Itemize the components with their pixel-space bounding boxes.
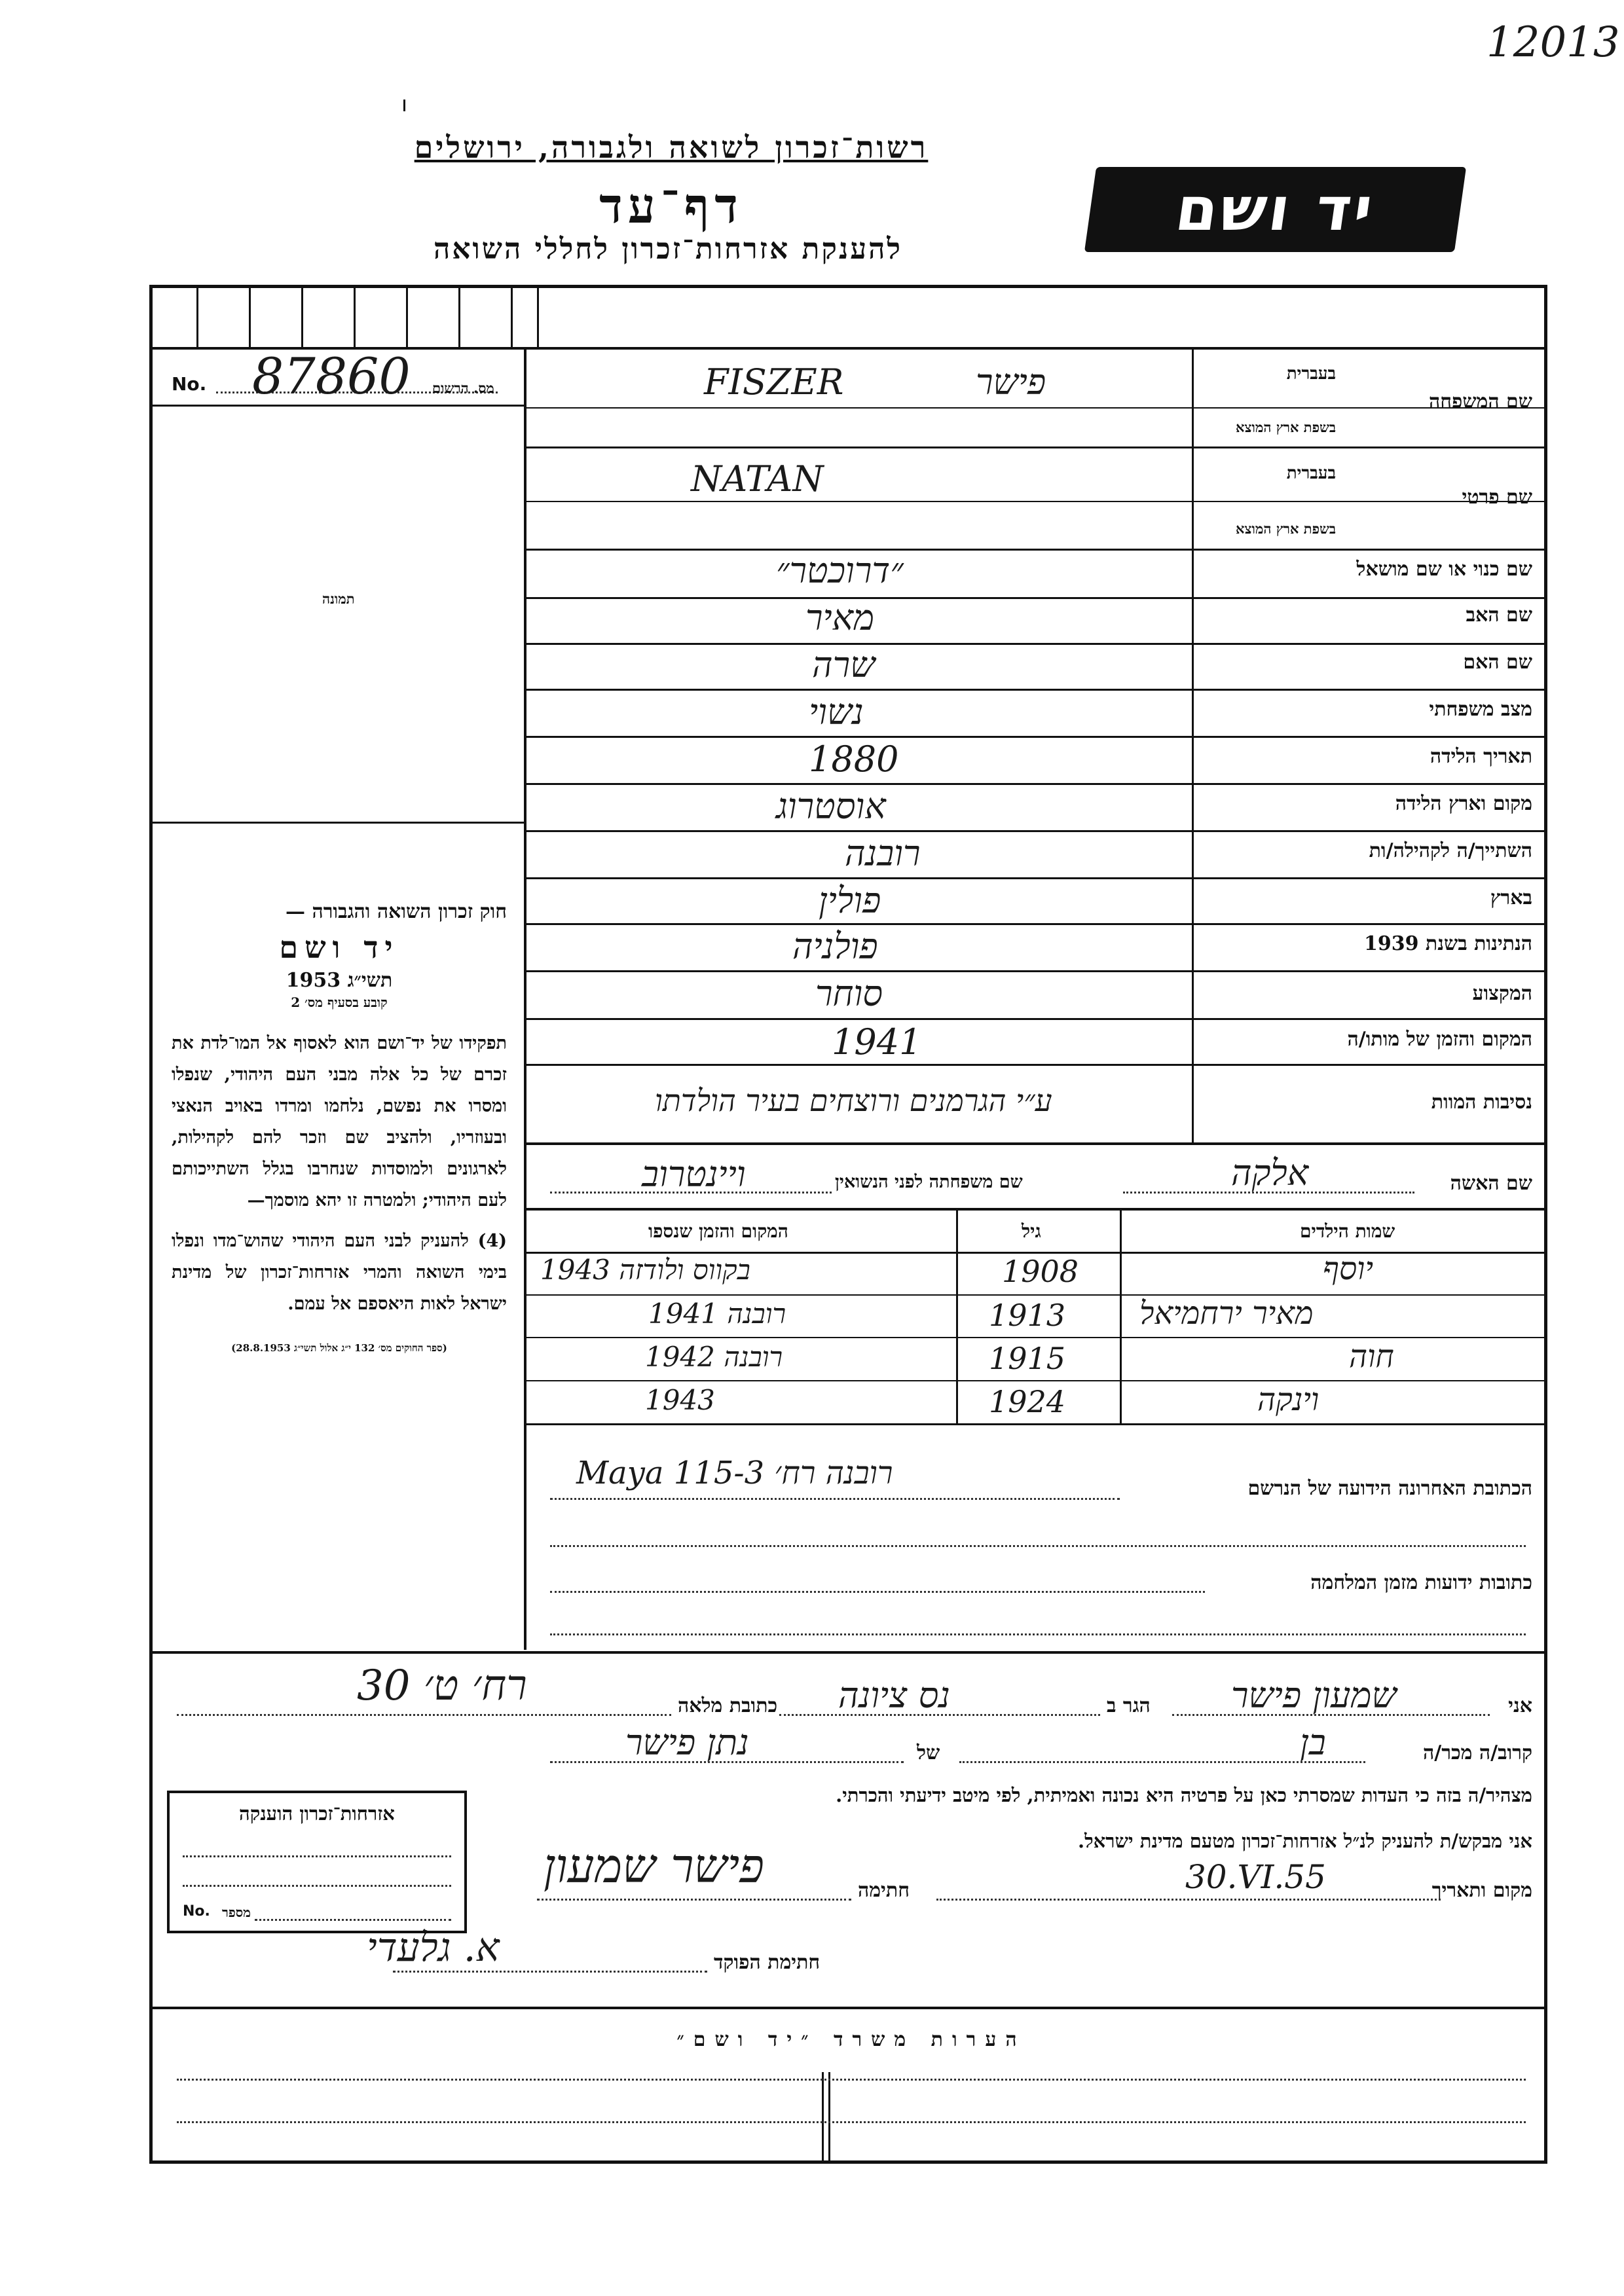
law-footnote: (ספר החוקים מס׳ 132 י״ג אלול תשי״ג 28.8.1953) [231,1342,447,1354]
wife-label: שם האשה [1450,1172,1532,1195]
wife-maiden-label: שם משפחתה לפני הנשואין [835,1172,1023,1192]
birth-date-label: תאריך הלידה [1430,745,1532,768]
declarant-i-value: שמעון פישר [1231,1675,1397,1716]
father-name-label: שם האב [1466,604,1532,627]
citizenship-box-no-label: No. [183,1903,210,1920]
child-4-name: וינקה [1257,1381,1320,1418]
yad-vashem-logo [1084,167,1466,252]
child-2-name: מאיר ירחמיאל [1139,1295,1314,1332]
death-place-time-label: המקום והזמן של מותו/ה [1347,1028,1532,1051]
birth-place-value: אוסטרוג [776,786,886,827]
citizenship-box-number-label: מספר [222,1904,251,1920]
family-name-hebrew: פישר [976,361,1046,403]
declarant-relative-label: קרוב/ה מכר/ה [1423,1741,1532,1764]
wartime-address-label: כתובות ידועות מזמן המלחמה [1310,1571,1532,1594]
family-name-sub-hebrew: בעברית [1286,364,1336,384]
country-value: פולין [819,880,881,921]
signature-value: פישר שמעון [544,1838,765,1893]
child-3-place: רובנה 1942 [645,1341,783,1373]
declarant-i-label: אני [1508,1694,1532,1717]
country-label: בארץ [1490,886,1532,909]
citizenship-granted-box [167,1791,467,1933]
declarant-address-label: כתובת מלאה [678,1694,778,1717]
child-2-age: 1913 [989,1298,1066,1333]
law-title: חוק זכרון השואה והגבורה — [286,900,507,923]
photo-label: תמונה [322,591,355,607]
marital-status-label: מצב משפחתי [1429,698,1532,721]
signature-label: חתימה [858,1879,910,1902]
declarant-address-value: רח׳ ט׳ 30 [357,1662,527,1710]
declarant-of-label: של [917,1741,940,1764]
child-3-name: חוה [1349,1338,1394,1375]
registration-label: מס. הרשום [432,380,494,396]
corner-number: 12013 [1486,18,1620,67]
child-1-name: יוסף [1323,1250,1374,1287]
notes-label: הערות משרד ״יד ושם״ [676,2028,1026,2051]
declarant-statement: מצהיר/ה בזה כי העדות שמסרתי כאן על פרטיה היא נכונה ואמיתית, לפי מיטב ידיעתי והכרתי. [836,1784,1532,1806]
last-address-value: רובנה רח׳ 3-Maya 115 [576,1455,893,1491]
form-subtitle: להענקת אזרחות־זכרון לחללי השואה [433,232,902,266]
family-name-label: שם המשפחה [1428,390,1532,413]
place-date-label: מקום ותאריך [1431,1879,1532,1902]
registration-no-label: No. [172,373,207,395]
child-1-place: בקווס ולודזה 1943 [540,1254,750,1286]
father-name-value: מאיר [805,597,875,638]
official-signature-value: א. גלעדי [367,1925,500,1971]
authority-heading: רשות־זכרון לשואה ולגבורה, ירושלים [414,130,929,165]
citizenship-box-title: אזרחות־זכרון הוענקה [239,1802,395,1825]
child-1-age: 1908 [1002,1254,1079,1289]
place-date-value: 30.VI.55 [1185,1858,1326,1896]
wife-maiden-value: ויינטרוב [642,1154,746,1195]
profession-value: סוחר [815,973,883,1014]
children-place-header: המקום והזמן שנספו [648,1220,788,1242]
registration-number: 87860 [252,347,411,405]
official-signature-label: חתימת הפוקד [714,1951,821,1974]
profession-label: המקצוע [1472,982,1532,1005]
nickname-value: ״דרוכטר״ [776,550,904,591]
child-4-age: 1924 [989,1384,1066,1419]
children-age-header: גיל [1022,1220,1041,1242]
form-title: דף־עד [599,178,743,234]
law-ref: קובע בסעיף מס׳ 2 [291,994,388,1010]
family-name-sub-origin: בשפת ארץ המוצא [1236,419,1336,435]
family-name-latin: FISZER [704,361,844,403]
death-place-time-value: 1941 [832,1021,922,1063]
law-name: יד ושם [279,930,399,965]
declarant-living-value: נס ציונה [838,1675,950,1716]
community-value: רובנה [845,833,921,874]
marital-status-value: נשוי [809,691,864,733]
first-name-label: שם פרטי [1462,486,1532,509]
law-box [172,900,507,1355]
citizenship-1939-label: הנתינות בשנת 1939 [1363,932,1532,955]
law-para1: תפקידו של יד־ושם הוא לאסוף אל המו־לדת את זכרם של כל אלה מבני העם היהודי, שנפלו ומסרו את נפשם, נלחמו ומרדו באויב הנאצי ובעוזריו, ולהציב שם וזכר להם לקהילות, לארגונים ולמוסדות שנחרבו בגלל השתייכותם לעם היהודי; ולמטרה זו יהא מוסמך— [172,1033,507,1211]
community-label: השתייך/ה לקהילה/ות [1369,839,1532,862]
mother-name-value: שרה [812,644,876,685]
last-address-label: הכתובת האחרונה הידועה של הנרשם [1247,1477,1532,1500]
declarant-of-value: נתן פישר [625,1722,749,1763]
law-para2: (4) להעניק לבני העם היהודי שהוש־מדו ונפלו בימי השואה והמרי אזרחות־זכרון של מדינת ישראל לאות היאספם אל עמם. [172,1231,507,1314]
wife-value: אלקה [1231,1152,1309,1194]
first-name-sub-hebrew: בעברית [1286,464,1336,483]
declarant-request: אני מבקש/ת להעניק לנ״ל אזרחות־זכרון מטעם מדינת ישראל. [1078,1830,1532,1852]
birth-date-value: 1880 [809,738,899,780]
declarant-relative-value: בן [1300,1722,1326,1763]
law-year: תשי״ג 1953 [286,969,393,992]
child-2-place: רובנה 1941 [648,1298,786,1330]
logo-text: יד ושם [1171,174,1380,244]
mother-name-label: שם האם [1463,651,1532,674]
death-circumstances-value: ע״י הגרמנים ורוצחים בעיר הולדתו [655,1083,1052,1118]
children-names-header: שמות הילדים [1300,1220,1395,1242]
child-4-place: 1943 [645,1384,715,1416]
declarant-living-label: הגר ב [1107,1694,1151,1717]
death-circumstances-label: נסיבות המוות [1431,1091,1532,1114]
birth-place-label: מקום וארץ הלידה [1395,792,1532,815]
citizenship-1939-value: פולניה [792,926,878,967]
nickname-label: שם כנוי או שם מושאל [1356,558,1532,581]
child-3-age: 1915 [989,1341,1066,1376]
first-name-latin: NATAN [691,458,824,500]
first-name-sub-origin: בשפת ארץ המוצא [1236,520,1336,537]
